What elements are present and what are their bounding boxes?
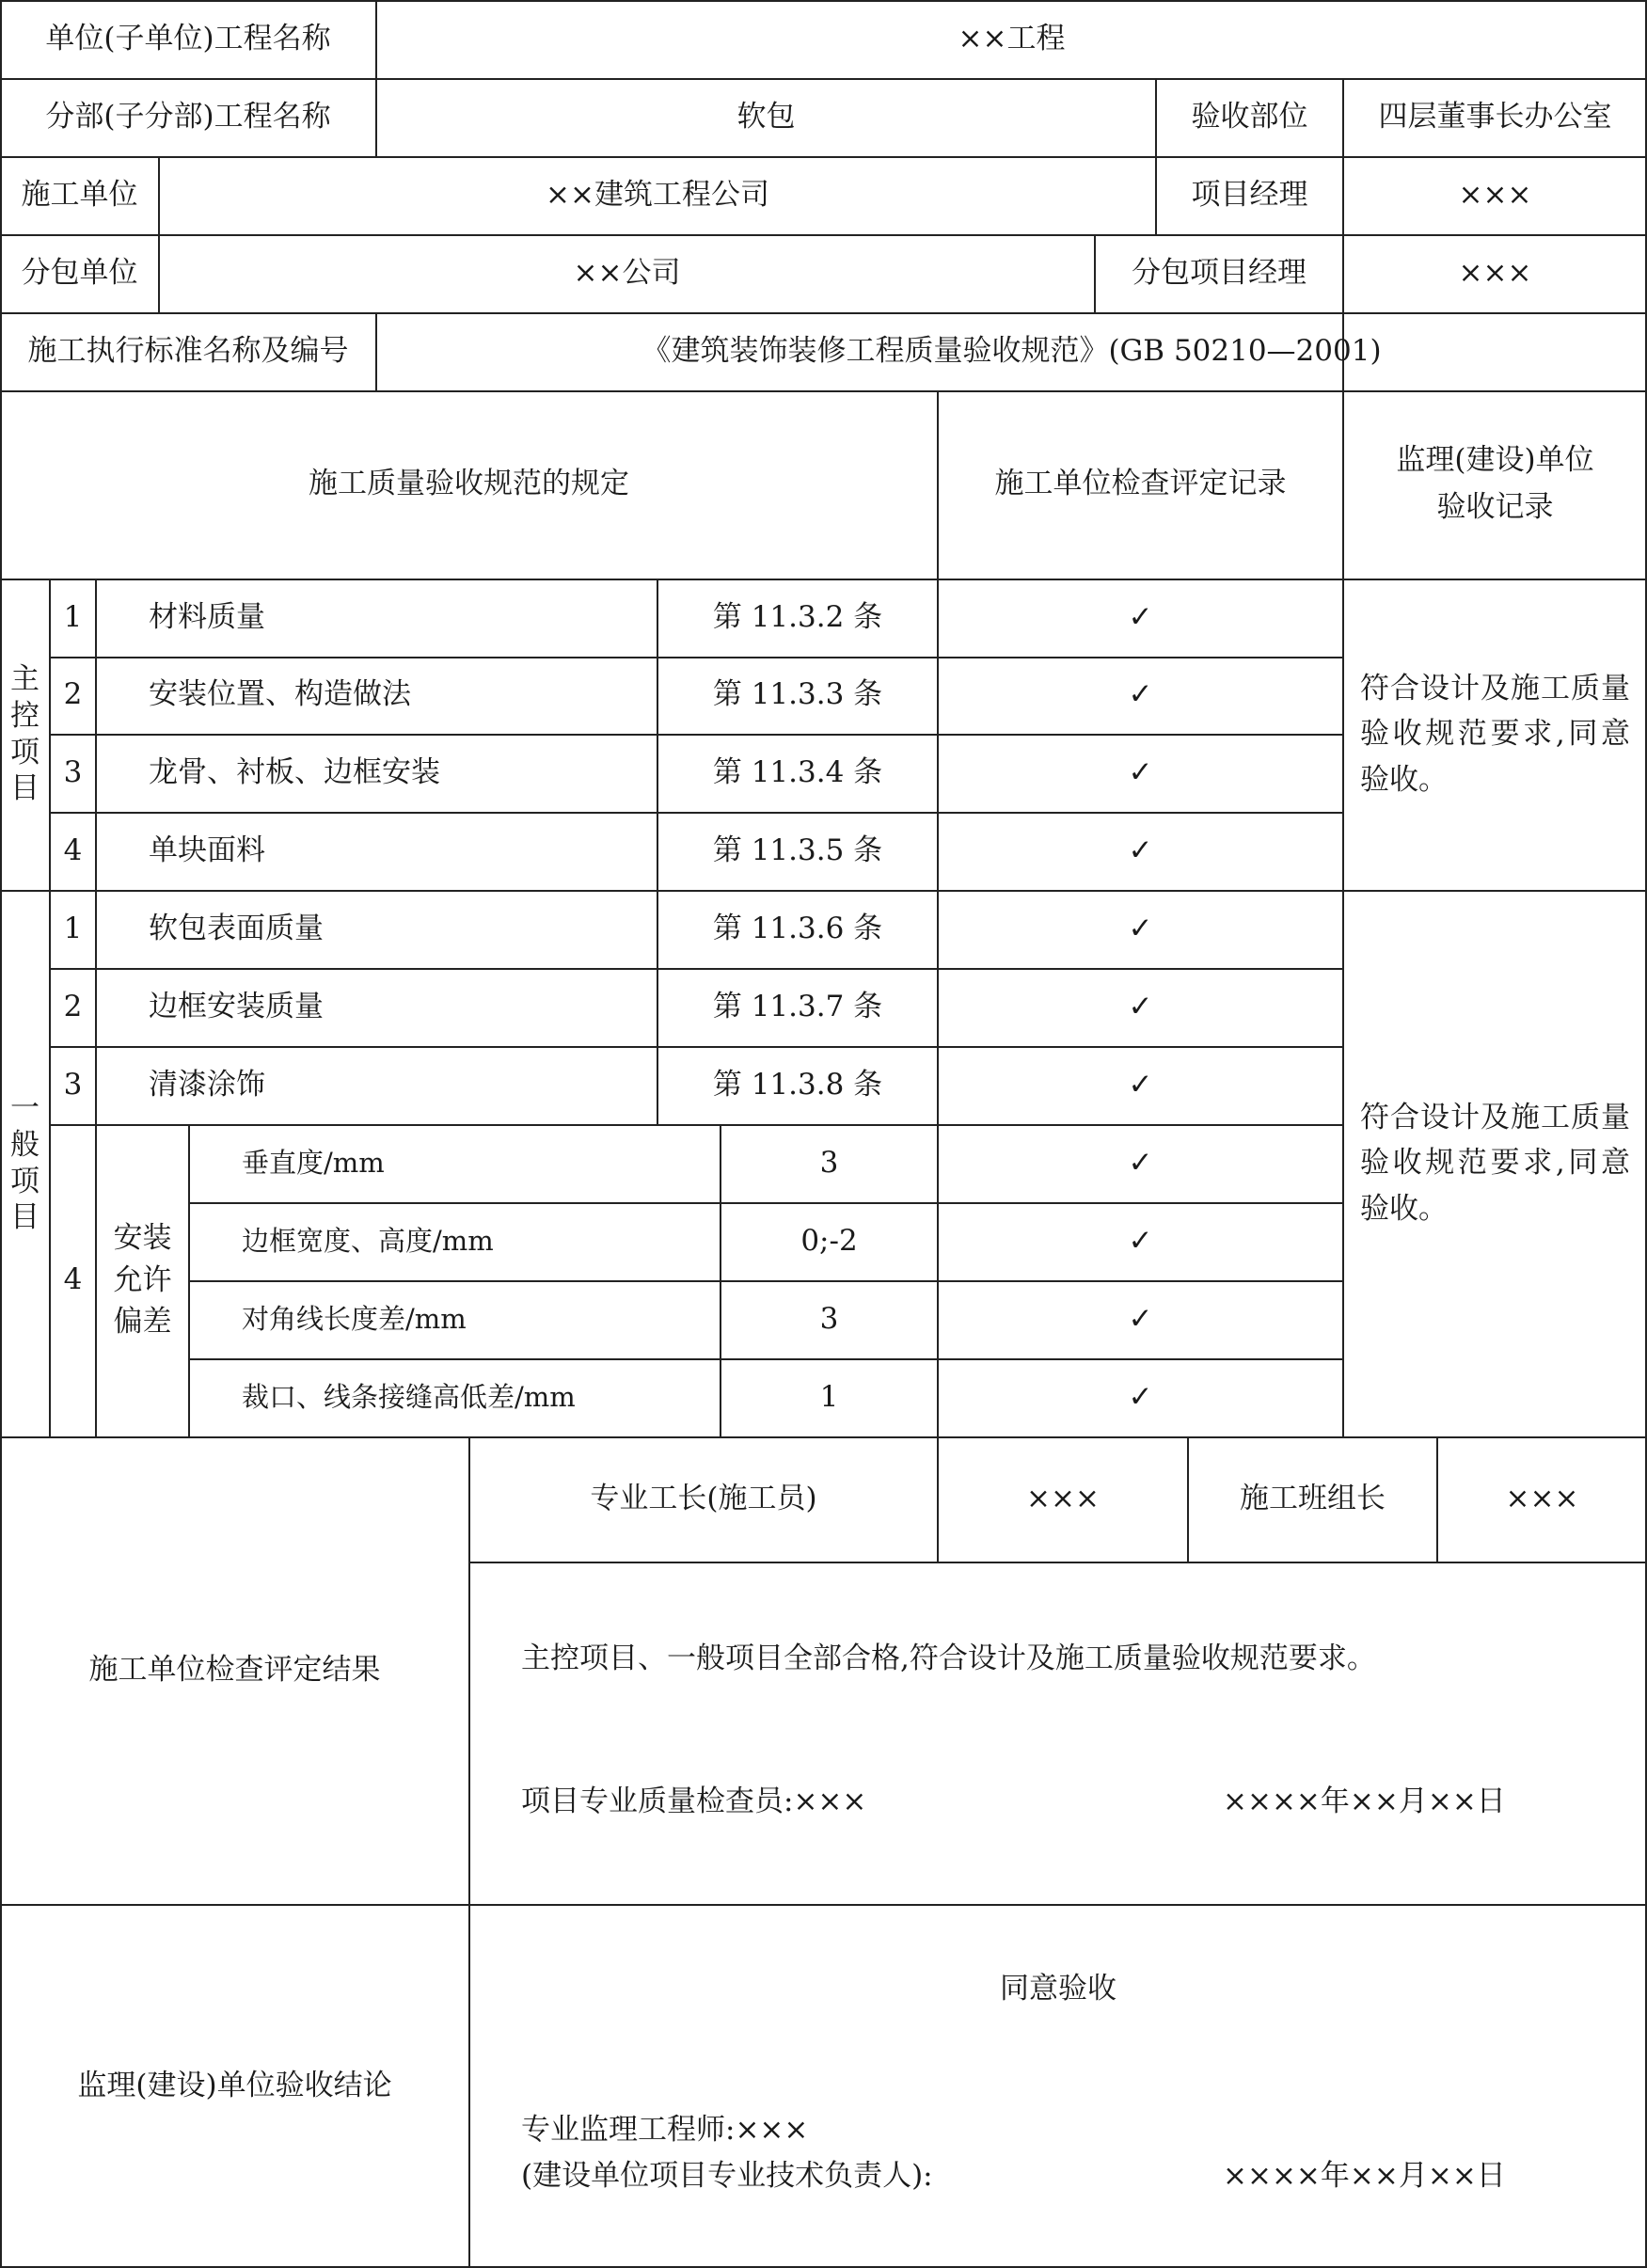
table-rule <box>468 1562 1647 1563</box>
supervisor-record-header-line1: 监理(建设)单位 <box>1396 443 1594 478</box>
result-summary: 主控项目、一般项目全部合格,符合设计及施工质量验收规范要求。 <box>521 1642 1376 1676</box>
main-control-group-label <box>0 579 50 890</box>
item-name: 龙骨、衬板、边框安装 <box>149 754 440 789</box>
project-manager-label: 项目经理 <box>1191 177 1308 212</box>
tolerance-value: 3 <box>819 1145 839 1180</box>
conclusion-date: ××××年××月××日 <box>1223 2159 1506 2194</box>
item-number: 4 <box>63 1262 83 1297</box>
general-group-label <box>0 890 50 1436</box>
item-check-mark: ✓ <box>1128 833 1153 867</box>
item-number: 2 <box>63 677 83 712</box>
item-name: 清漆涂饰 <box>149 1067 265 1102</box>
item-check-mark: ✓ <box>1128 1379 1153 1414</box>
item-name: 安装位置、构造做法 <box>149 677 411 712</box>
tolerance-label-line: 安装 <box>113 1220 172 1255</box>
tolerance-value: 1 <box>819 1379 839 1414</box>
item-number: 3 <box>63 754 83 789</box>
sub-project-value: 软包 <box>736 99 796 134</box>
supervising-engineer: 专业监理工程师:××× <box>521 2113 809 2148</box>
item-check-mark: ✓ <box>1128 1301 1153 1336</box>
acceptance-part-value: 四层董事长办公室 <box>1378 99 1612 134</box>
item-check-mark: ✓ <box>1128 989 1153 1023</box>
tolerance-name: 裁口、线条接缝高低差/mm <box>242 1381 576 1414</box>
tolerance-value: 3 <box>819 1301 839 1336</box>
quality-inspector: 项目专业质量检查员:××× <box>521 1784 867 1819</box>
item-clause: 第 11.3.8 条 <box>712 1067 883 1102</box>
sub-manager-label: 分包项目经理 <box>1132 255 1307 290</box>
item-clause: 第 11.3.7 条 <box>712 989 883 1023</box>
group-label-char: 项 <box>10 1164 40 1198</box>
group-label-char: 目 <box>10 1200 40 1235</box>
item-clause: 第 11.3.6 条 <box>712 911 883 945</box>
group-label-char: 主 <box>10 662 40 696</box>
tolerance-label-line: 允许 <box>113 1262 172 1297</box>
item-number: 1 <box>63 911 83 945</box>
item-clause: 第 11.3.4 条 <box>712 754 883 789</box>
item-check-mark: ✓ <box>1128 677 1153 712</box>
subcontractor-value: ××公司 <box>573 255 681 290</box>
team-leader-label: 施工班组长 <box>1240 1481 1386 1515</box>
main-control-remark: 符合设计及施工质量验收规范要求,同意验收。 <box>1360 672 1630 797</box>
result-date: ××××年××月××日 <box>1223 1784 1506 1819</box>
acceptance-part-label: 验收部位 <box>1191 99 1308 134</box>
item-number: 1 <box>63 599 83 634</box>
group-label-char: 目 <box>10 771 40 806</box>
result-label: 施工单位检查评定结果 <box>88 1652 381 1687</box>
conclusion-text: 同意验收 <box>1000 1972 1116 2006</box>
standard-label: 施工执行标准名称及编号 <box>27 333 349 368</box>
project-manager-value: ××× <box>1458 177 1532 212</box>
tolerance-label-line: 偏差 <box>113 1305 172 1340</box>
spec-column-header: 施工质量验收规范的规定 <box>309 467 629 501</box>
group-label-char: 般 <box>10 1127 40 1162</box>
item-name: 边框安装质量 <box>149 989 324 1023</box>
standard-value: 《建筑装饰装修工程质量验收规范》(GB 50210—2001) <box>641 333 1382 368</box>
group-label-char: 控 <box>10 698 40 733</box>
unit-project-label: 单位(子单位)工程名称 <box>45 21 331 56</box>
item-check-mark: ✓ <box>1128 1067 1153 1102</box>
supervisor-record-column-header <box>1343 390 1647 579</box>
contractor-record-column-header: 施工单位检查评定记录 <box>994 467 1287 501</box>
item-number: 3 <box>63 1067 83 1102</box>
team-leader-value: ××× <box>1505 1481 1579 1515</box>
item-check-mark: ✓ <box>1128 599 1153 634</box>
group-label-char: 项 <box>10 735 40 769</box>
owner-technical-lead: (建设单位项目专业技术负责人): <box>521 2159 933 2194</box>
tolerance-name: 垂直度/mm <box>242 1147 385 1180</box>
item-number: 2 <box>63 989 83 1023</box>
subcontractor-label: 分包单位 <box>21 255 138 290</box>
item-name: 单块面料 <box>149 833 265 867</box>
sub-project-label: 分部(子分部)工程名称 <box>45 99 331 134</box>
general-remark: 符合设计及施工质量验收规范要求,同意验收。 <box>1360 1101 1630 1226</box>
item-check-mark: ✓ <box>1128 1145 1153 1180</box>
tolerance-name: 对角线长度差/mm <box>242 1303 467 1336</box>
item-name: 材料质量 <box>149 599 265 634</box>
item-clause: 第 11.3.5 条 <box>712 833 883 867</box>
item-check-mark: ✓ <box>1128 754 1153 789</box>
item-name: 软包表面质量 <box>149 911 324 945</box>
supervisor-record-header-line2: 验收记录 <box>1436 490 1554 524</box>
item-clause: 第 11.3.2 条 <box>712 599 883 634</box>
contractor-value: ××建筑工程公司 <box>546 177 769 212</box>
item-check-mark: ✓ <box>1128 911 1153 945</box>
tolerance-value: 0;-2 <box>800 1223 858 1258</box>
contractor-label: 施工单位 <box>21 177 138 212</box>
tolerance-group-label <box>96 1124 189 1436</box>
item-number: 4 <box>63 833 83 867</box>
tolerance-name: 边框宽度、高度/mm <box>242 1225 494 1258</box>
group-label-char: 一 <box>10 1091 40 1125</box>
conclusion-label: 监理(建设)单位验收结论 <box>77 2068 392 2102</box>
foreman-label: 专业工长(施工员) <box>590 1481 817 1515</box>
item-clause: 第 11.3.3 条 <box>712 677 883 712</box>
item-check-mark: ✓ <box>1128 1223 1153 1258</box>
unit-project-value: ××工程 <box>958 21 1066 56</box>
foreman-value: ××× <box>1026 1481 1100 1515</box>
sub-manager-value: ××× <box>1458 255 1532 290</box>
